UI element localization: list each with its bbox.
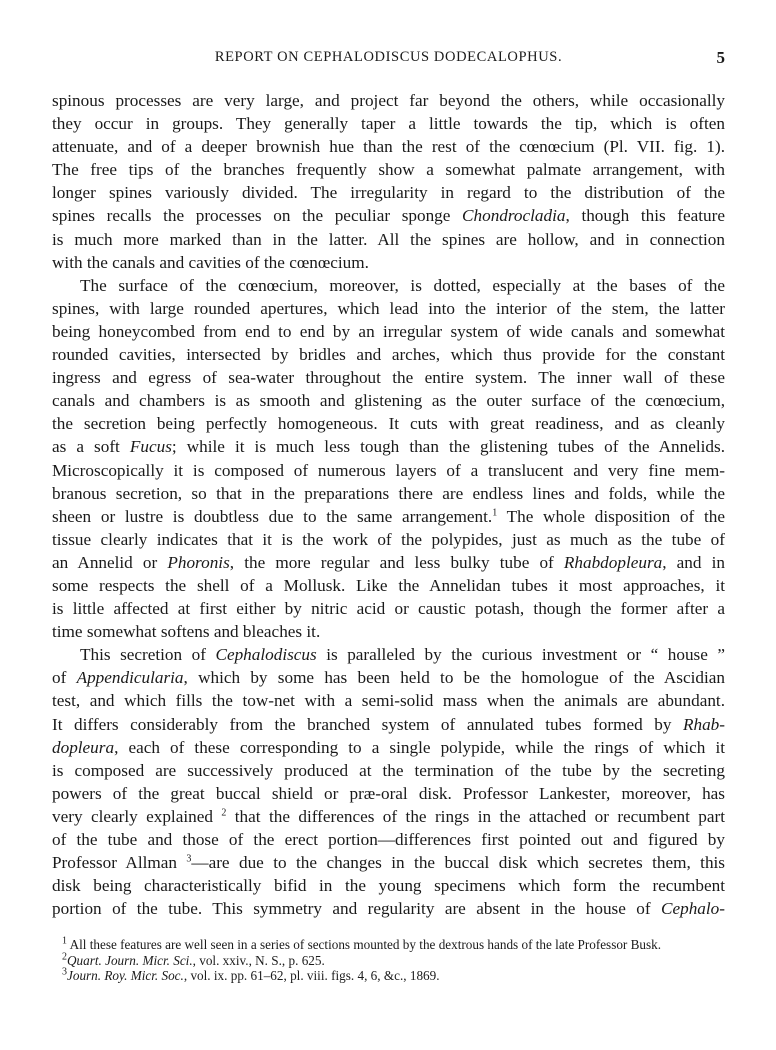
text-run: is much more marked than in the latter. All the spines are hollow, and in connection (52, 229, 725, 249)
text-line (52, 412, 725, 435)
text-line (52, 759, 725, 782)
text-run: spines recalls the processes on the peculiar sponge (52, 206, 463, 226)
text-line (52, 851, 725, 874)
text-run: , which by some has been held to be the homologue of the Ascidian (183, 668, 725, 688)
text-run: , the more regular and less bulky tube of (229, 552, 564, 572)
footnote (62, 937, 722, 953)
text-run: of (52, 668, 77, 688)
text-line (52, 828, 725, 851)
text-line (52, 874, 725, 897)
text-run: is paralleled by the curious investment or “ house ” (316, 645, 726, 665)
text-run: This secretion of (80, 645, 216, 665)
text-line (52, 320, 725, 343)
text-run: powers of the great buccal shield or præ-oral disk. Professor Lankester, moreover, has (52, 783, 725, 803)
text-run: an Annelid or (52, 552, 168, 572)
italic-term: Journ. Roy. Micr. Soc. (67, 968, 184, 983)
text-run: being honeycombed from end to end by an irregular system of wide canals and somewhat (52, 321, 725, 341)
text-run: the secretion being perfectly homogeneous. It cuts with great readiness, and as cleanly (52, 414, 725, 434)
text-run: Professor Allman (52, 853, 187, 873)
text-line (52, 135, 725, 158)
footnotes (62, 937, 722, 984)
text-run: some respects the shell of a Mollusk. Like the Annelidan tubes it most approaches, it (52, 575, 725, 595)
text-line (52, 459, 725, 482)
text-run: , vol. xxiv., N. S., p. 625. (192, 952, 325, 968)
page-number: 5 (716, 48, 725, 67)
text-run: branous secretion, so that in the preparations there are endless lines and folds, while the (52, 483, 725, 503)
text-run: very clearly explained (52, 806, 222, 826)
text-run: time somewhat softens and bleaches it. (52, 622, 321, 642)
text-run: Microscopically it is composed of numerous layers of a translucent and very fine mem- (52, 460, 725, 480)
footnote-marker: 1 (492, 506, 498, 518)
text-line (52, 736, 725, 759)
body-text (52, 89, 725, 920)
text-run: longer spines variously divided. The irregularity in regard to the distribution of the (52, 183, 725, 203)
text-line (52, 274, 725, 297)
italic-term: Cephalodiscus (215, 645, 317, 665)
text-run: with the canals and cavities of the cœnœcium. (52, 252, 369, 272)
text-line (52, 528, 725, 551)
text-run: as a soft (52, 437, 130, 457)
italic-term: Rhabdopleura (563, 552, 663, 572)
text-run: , though this feature (565, 206, 726, 226)
text-line (52, 482, 725, 505)
text-line (52, 89, 725, 112)
text-run: All these features are well seen in a series of sections mounted by the dextrous hands of the late Professor Busk. (67, 937, 662, 952)
text-line (52, 228, 725, 251)
text-line (52, 158, 725, 181)
footnote-marker: 2 (221, 807, 227, 819)
italic-term: Cephalo- (661, 899, 725, 919)
text-run: The surface of the cœnœcium, moreover, is dotted, especially at the bases of the (80, 275, 725, 295)
text-run: test, and which fills the tow-net with a semi-solid mass when the animals are abundant. (52, 691, 725, 711)
italic-term: Appendicularia (76, 668, 184, 688)
italic-term: Fucus (129, 437, 172, 457)
footnote (62, 968, 722, 984)
footnote-marker: 2 (62, 951, 67, 963)
text-run: canals and chambers is as smooth and glistening as the outer surface of the cœnœcium, (52, 391, 725, 411)
text-run: tissue clearly indicates that it is the work of the polypides, just as much as the tube of (52, 529, 725, 549)
footnote-marker: 1 (62, 935, 67, 947)
text-line (52, 551, 725, 574)
text-run: of the tube and those of the erect portion—differences first pointed out and figured by (52, 830, 725, 849)
text-line (52, 597, 725, 620)
text-run: —are due to the changes in the buccal disk which secretes them, this (191, 853, 725, 873)
text-run: is composed are successively produced at the termination of the tube by the secreting (52, 760, 725, 780)
text-run: The whole disposition of the (497, 506, 725, 526)
text-run: they occur in groups. They generally taper a little towards the tip, which is often (52, 114, 725, 134)
text-run: is little affected at first either by nitric acid or caustic potash, though the former after a (52, 599, 725, 619)
text-run: portion of the tube. This symmetry and regularity are absent in the house of (52, 899, 662, 919)
text-line (52, 181, 725, 204)
text-run: It differs considerably from the branched system of annulated tubes formed by (52, 714, 683, 734)
text-line (52, 389, 725, 412)
italic-term: Rhab- (682, 714, 725, 734)
text-line (52, 713, 725, 736)
text-run: attenuate, and of a deeper brownish hue than the rest of the cœnœcium (Pl. VII. fig. 1). (52, 137, 725, 157)
text-line (52, 297, 725, 320)
running-head (52, 49, 725, 71)
text-line (52, 112, 725, 135)
text-run: sheen or lustre is doubtless due to the same arrangement. (52, 506, 493, 526)
running-title: REPORT ON CEPHALODISCUS DODECALOPHUS. (214, 49, 563, 65)
italic-term: Phoronis (167, 552, 230, 572)
text-line (52, 435, 725, 458)
text-line (52, 666, 725, 689)
text-run: that the differences of the rings in the attached or recumbent part (226, 806, 726, 826)
text-run: spinous processes are very large, and project far beyond the others, while occasionally (52, 91, 725, 110)
text-line (52, 505, 725, 528)
text-run: disk being characteristically bifid in the young specimens which form the recumbent (52, 876, 725, 896)
text-line (52, 343, 725, 366)
footnote (62, 953, 722, 969)
text-line (52, 574, 725, 597)
text-line (52, 251, 725, 274)
text-run: ingress and egress of sea-water throughout the entire system. The inner wall of these (52, 368, 725, 388)
text-run: The free tips of the branches frequently show a somewhat palmate arrangement, with (52, 160, 725, 180)
text-run: spines, with large rounded apertures, which lead into the interior of the stem, the latter (52, 298, 725, 318)
text-run: rounded cavities, intersected by bridles and arches, which thus provide for the constant (52, 345, 725, 365)
text-line (52, 897, 725, 920)
text-line (52, 366, 725, 389)
text-line (52, 805, 725, 828)
italic-term: Chondrocladia (462, 206, 566, 226)
text-run: , and in (662, 552, 725, 572)
text-line (52, 643, 725, 666)
text-run: , each of these corresponding to a single polypide, while the rings of which it (114, 737, 725, 757)
italic-term: Quart. Journ. Micr. Sci. (67, 952, 193, 968)
text-line (52, 689, 725, 712)
text-line (52, 620, 725, 643)
text-run: ; while it is much less tough than the glistening tubes of the Annelids. (171, 437, 725, 457)
text-line (52, 782, 725, 805)
italic-term: dopleura (52, 737, 115, 757)
footnote-marker: 3 (186, 853, 192, 865)
footnote-marker: 3 (62, 966, 67, 978)
text-line (52, 204, 725, 227)
text-run: , vol. ix. pp. 61–62, pl. viii. figs. 4, 6, &c., 1869. (183, 968, 440, 983)
